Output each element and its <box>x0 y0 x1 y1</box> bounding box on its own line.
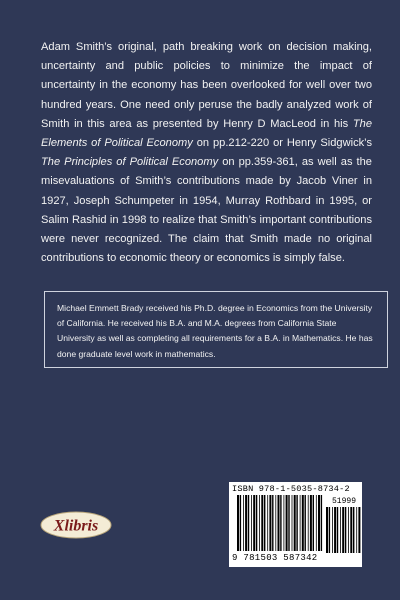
barcode-bar <box>243 495 244 551</box>
barcode-bar <box>345 507 346 553</box>
barcode-bar <box>326 507 328 553</box>
barcode-bar <box>294 495 296 551</box>
barcode-bar <box>316 495 317 551</box>
barcode-bar <box>334 507 336 553</box>
author-bio-box <box>44 291 388 368</box>
barcode-bar <box>300 495 301 551</box>
barcode-bar <box>308 495 309 551</box>
barcode-bar <box>256 495 257 551</box>
barcode-bar <box>269 495 271 551</box>
barcode-bar <box>353 507 354 553</box>
barcode-bar <box>261 495 263 551</box>
blurb-text-1: Adam Smith’s original, path breaking work on decision making, uncertainty and public policies to minimize the impact of uncertainty in the economy has been overlooked for well over two hundred years. One need only peruse the badly analyzed work of Smith in this area as presented by Henry D MacLeod in his <box>41 41 372 130</box>
barcode-bar <box>318 495 320 551</box>
back-cover-blurb <box>41 38 372 268</box>
barcode-bar <box>251 495 252 551</box>
barcode-bar <box>348 507 349 553</box>
book-title-principles: The Principles of Political Economy <box>41 156 219 169</box>
barcode-bar <box>302 495 304 551</box>
barcode-bar <box>253 495 255 551</box>
barcode-bar <box>280 495 281 551</box>
barcode-bar <box>272 495 273 551</box>
barcode-bar <box>296 495 297 551</box>
barcode-bar <box>284 495 285 551</box>
book-title-elements: The Elements of Political Economy <box>41 117 372 150</box>
barcode-bar <box>321 495 322 551</box>
author-bio: Michael Emmett Brady received his Ph.D. degree in Economics from the University of California. He received his B.A. and M.A. degrees from California State University as well as completing all requirements for a B.A. in Mathematics. He has done graduate level work in mathematics. <box>57 303 373 359</box>
barcode-bar <box>286 495 288 551</box>
publisher-logo-text: Xlibris <box>53 517 99 535</box>
barcode-bar <box>313 495 314 551</box>
barcode-digits: 9 781503 587342 <box>232 553 318 563</box>
isbn-barcode <box>229 482 362 567</box>
barcode-bar <box>332 507 333 553</box>
barcode-bar <box>248 495 249 551</box>
barcode-bar <box>350 507 352 553</box>
barcode-bar <box>245 495 247 551</box>
barcode-bar <box>305 495 306 551</box>
barcode-bar <box>278 495 280 551</box>
price-code: 51999 <box>331 497 356 506</box>
barcode-bar <box>264 495 265 551</box>
blurb-text-3: on pp.359-361, as well as the misevaluations of Smith’s contributions made by Jacob Viner in 1927, Joseph Schumpeter in 1954, Murray Rothbard in 1995, or Salim Rashid in 1998 to realize that Smith’s important contributions were never recognized. The claim that Smith made no original contributions to economic theory or economics is simply false. <box>41 156 372 265</box>
barcode-bar <box>340 507 341 553</box>
barcode-bar <box>329 507 330 553</box>
barcode-bar <box>240 495 241 551</box>
barcode-bar <box>310 495 312 551</box>
barcode-bar <box>288 495 289 551</box>
barcode-bar <box>275 495 276 551</box>
publisher-logo <box>40 511 112 539</box>
isbn-label: ISBN 978-1-5035-8734-2 <box>232 484 350 494</box>
barcode-bar <box>337 507 338 553</box>
barcode-bar <box>292 495 293 551</box>
barcode-bar <box>267 495 268 551</box>
barcode-bar <box>237 495 239 551</box>
barcode-bar <box>342 507 344 553</box>
blurb-text-2: on pp.212-220 or Henry Sidgwick’s <box>192 137 372 150</box>
barcode-bar <box>356 507 357 553</box>
barcode-bar <box>358 507 360 553</box>
barcode-bar <box>259 495 260 551</box>
